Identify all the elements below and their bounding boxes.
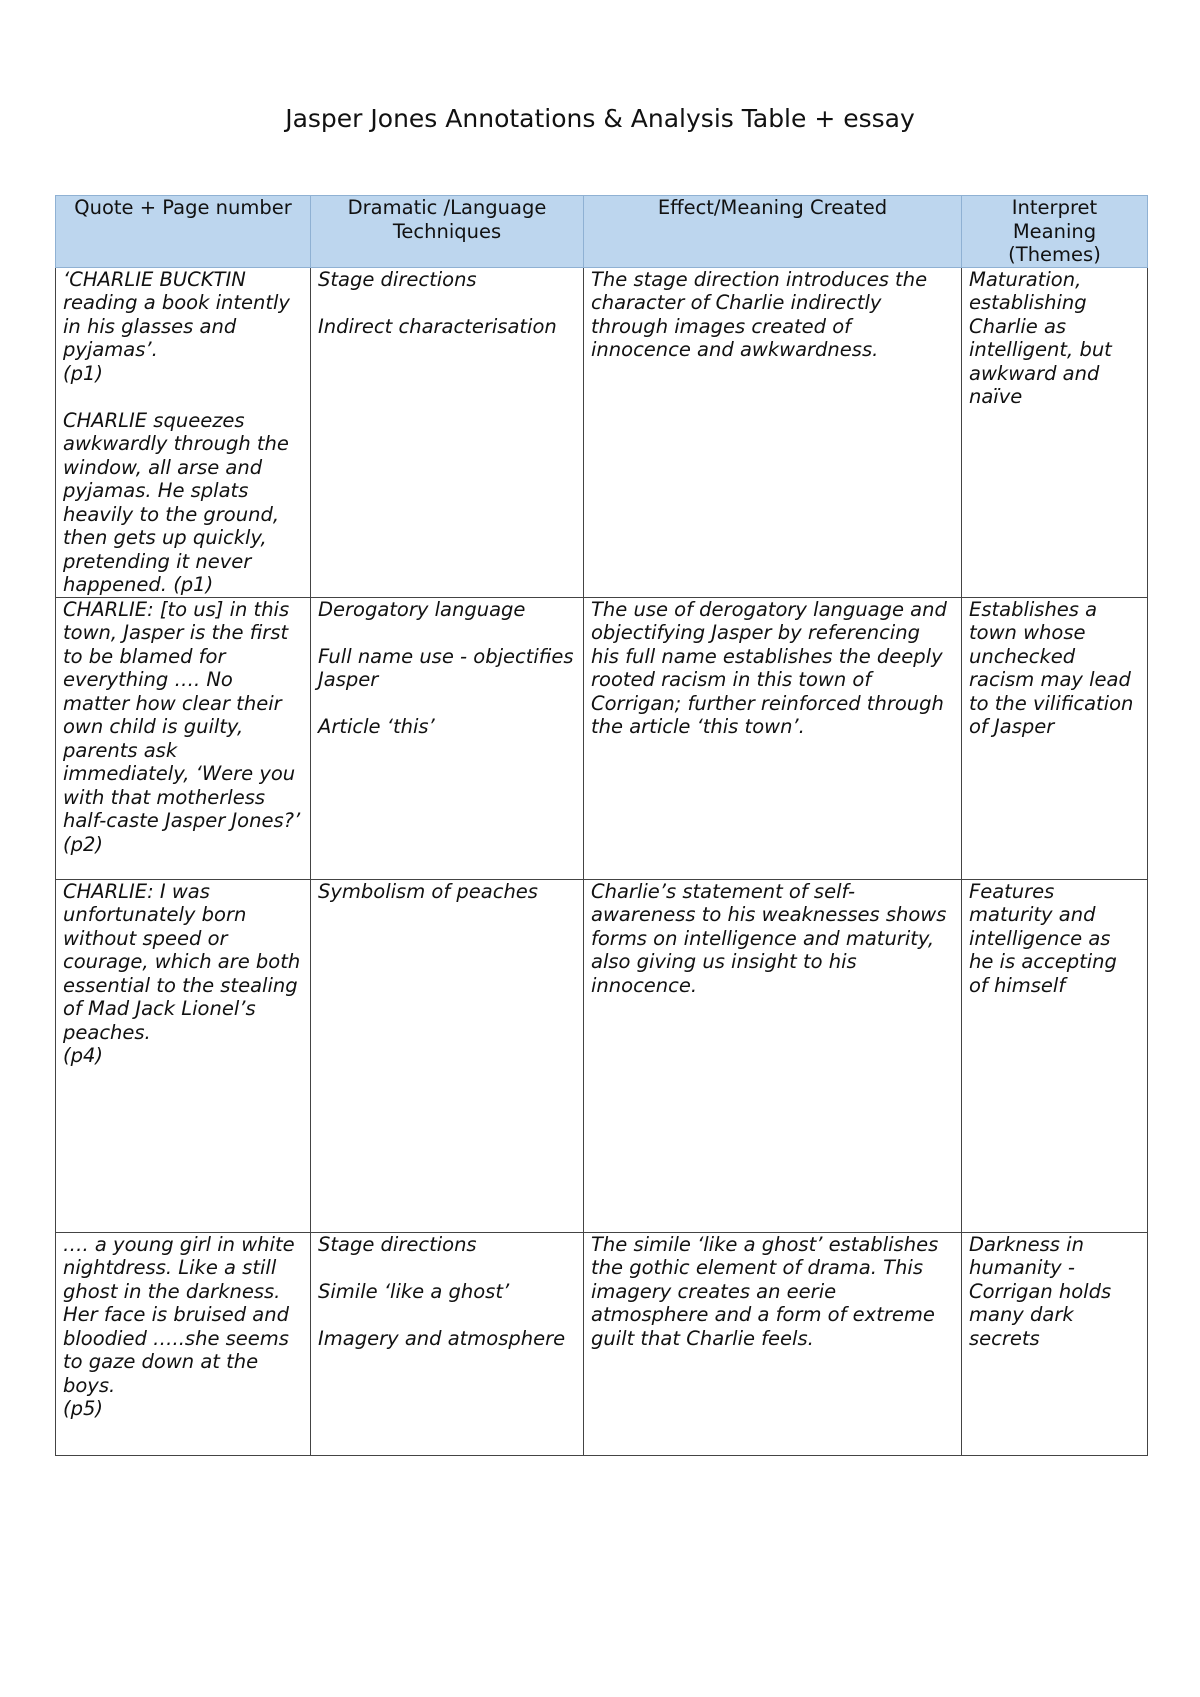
technique-text: Simile ‘like a ghost’ — [318, 1279, 510, 1303]
quote-cell — [56, 597, 311, 879]
effect-text: The stage direction introduces the character of Charlie indirectly through images created of innocence and awkwardness. — [591, 267, 934, 361]
technique-cell — [311, 597, 584, 879]
theme-text: Darkness in humanity - Corrigan holds many dark secrets — [969, 1232, 1118, 1350]
technique-text: Stage directions — [318, 1232, 477, 1256]
effect-text: Charlie’s statement of self-awareness to his weaknesses shows forms on intelligence and maturity, also giving us insight to his innocence. — [591, 879, 953, 997]
quote-text: CHARLIE squeezes awkwardly through the window, all arse and pyjamas. He splats heavily to the ground, then gets up quickly, pretending it never happened. (p1) — [63, 408, 296, 596]
theme-text: Maturation, establishing Charlie as intelligent, but awkward and naïve — [969, 267, 1119, 408]
effect-text: The simile ‘like a ghost’ establishes the gothic element of drama. This imagery creates an eerie atmosphere and a form of extreme guilt that Charlie feels. — [591, 1232, 945, 1350]
paragraph-gap — [63, 385, 303, 409]
quote-cell — [56, 879, 311, 1232]
table-row — [56, 1232, 1148, 1455]
paragraph-gap — [318, 621, 576, 645]
technique-cell — [311, 267, 584, 597]
header-themes: Interpret Meaning (Themes) — [962, 196, 1148, 268]
theme-text: Establishes a town whose unchecked racism may lead to the vilification of Jasper — [969, 597, 1140, 738]
quote-cell — [56, 267, 311, 597]
paragraph-gap — [318, 1303, 576, 1327]
quote-text: CHARLIE: [to us] in this town, Jasper is the first to be blamed for everything …. No matter how clear their own child is guilty, parents ask immediately, ‘Were you with that motherless half-caste Jasper Jones?’ — [63, 597, 302, 832]
technique-text: Symbolism of peaches — [318, 879, 538, 903]
effect-cell — [584, 1232, 962, 1455]
effect-text: The use of derogatory language and objectifying Jasper by referencing his full name establishes the deeply rooted racism in this town of Corrigan; further reinforced through the article ‘this town’. — [591, 597, 954, 738]
technique-text: Stage directions — [318, 267, 477, 291]
quote-text: CHARLIE: I was unfortunately born without speed or courage, which are both essential to the stealing of Mad Jack Lionel’s peaches. — [63, 879, 307, 1044]
theme-cell — [962, 597, 1148, 879]
effect-cell — [584, 879, 962, 1232]
header-effect: Effect/Meaning Created — [584, 196, 962, 268]
page-title: Jasper Jones Annotations & Analysis Table + essay — [285, 104, 915, 133]
effect-cell — [584, 267, 962, 597]
page-ref: (p4) — [63, 1044, 103, 1067]
quote-text: ‘CHARLIE BUCKTIN reading a book intently in his glasses and pyjamas’. — [63, 267, 297, 361]
technique-text: Indirect characterisation — [318, 314, 557, 338]
effect-cell — [584, 597, 962, 879]
theme-cell — [962, 267, 1148, 597]
header-techniques: Dramatic /Language Techniques — [311, 196, 584, 268]
paragraph-gap — [318, 692, 576, 716]
table-header-row — [56, 196, 1148, 268]
technique-cell — [311, 1232, 584, 1455]
page-ref: (p2) — [63, 832, 103, 856]
page-ref: (p1) — [63, 361, 103, 385]
header-quote: Quote + Page number — [56, 196, 311, 268]
table-row — [56, 597, 1148, 879]
technique-text: Derogatory language — [318, 597, 526, 621]
theme-text: Features maturity and intelligence as he is accepting of himself — [969, 879, 1124, 997]
technique-text: Full name use - objectifies Jasper — [318, 644, 580, 691]
paragraph-gap — [318, 291, 576, 315]
technique-text: Imagery and atmosphere — [318, 1326, 566, 1350]
technique-text: Article ‘this’ — [318, 715, 435, 738]
table-row — [56, 879, 1148, 1232]
page-ref: (p5) — [63, 1397, 103, 1420]
theme-cell — [962, 1232, 1148, 1455]
table-row — [56, 267, 1148, 597]
quote-text: …. a young girl in white nightdress. Like a still ghost in the darkness. Her face is bruised and bloodied …..she seems to gaze down at the boys. — [63, 1232, 301, 1397]
quote-cell — [56, 1232, 311, 1455]
technique-cell — [311, 879, 584, 1232]
analysis-table — [55, 195, 1148, 1456]
theme-cell — [962, 879, 1148, 1232]
paragraph-gap — [318, 1256, 576, 1280]
